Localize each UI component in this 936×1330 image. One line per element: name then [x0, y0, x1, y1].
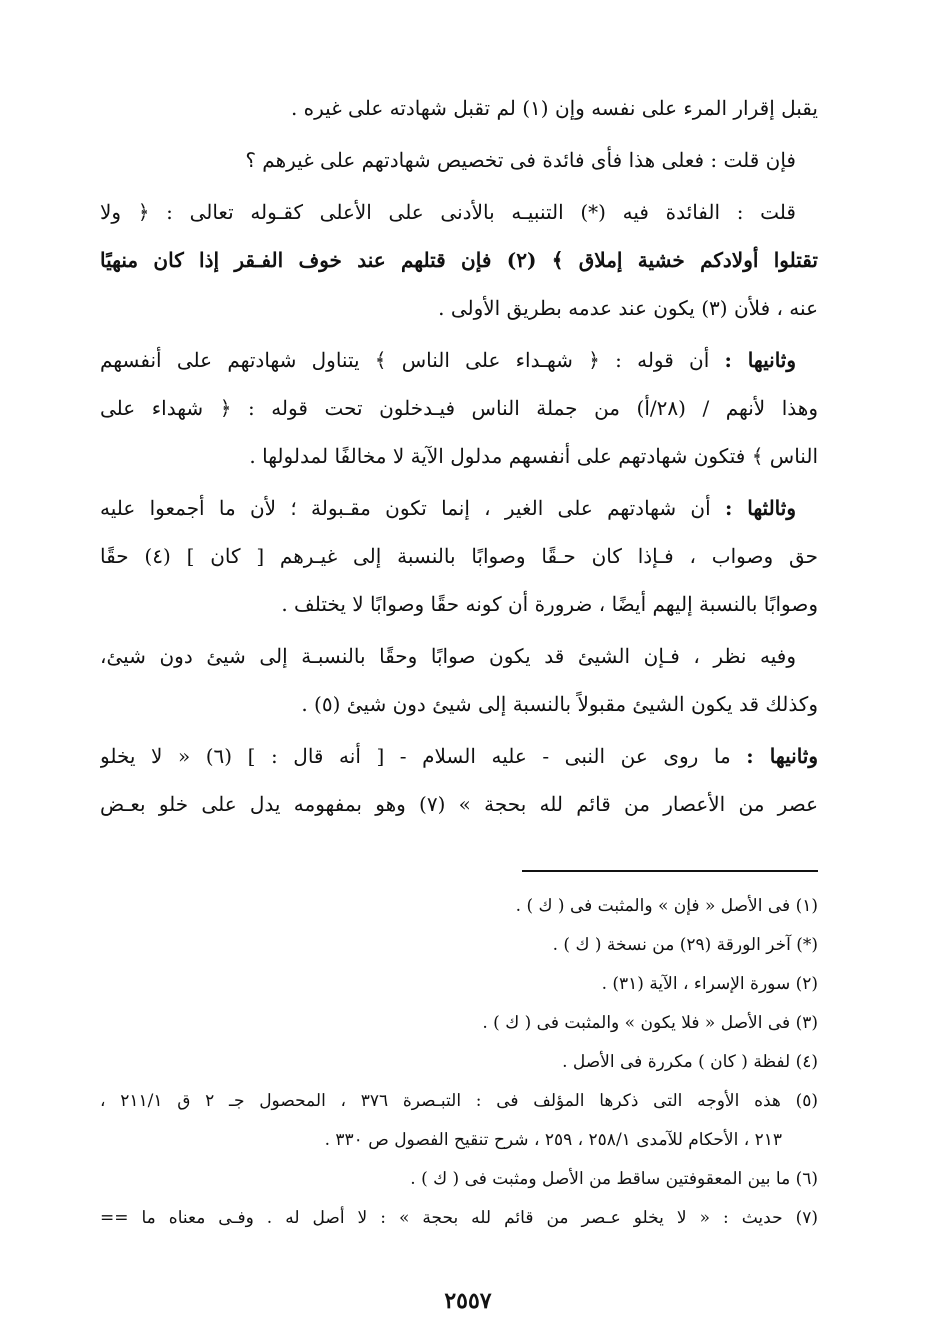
page-number: ٢٥٥٧: [444, 1288, 492, 1314]
section-lead-second: وثانيها :: [724, 348, 797, 372]
text-line-8: [100, 440, 818, 488]
text-line-12-content: وفيه نظر ، فـإن الشيئ قد يكون صوابًا وحقًا بالنسبـة إلى شيئ دون شيئ،: [100, 644, 796, 668]
text-line-5-content: عنه ، فلأن (٣) يكون عند عدمه بطريق الأولى .: [438, 296, 818, 320]
footnote-divider: [522, 870, 818, 872]
text-line-4-content: تقتلوا أولادكم خشية إملاق ﴾ (٢) فإن قتلهم عند خوف الفـقر إذا كان منهيًا: [100, 248, 818, 272]
text-line-13: [100, 688, 818, 736]
text-line-9-content: أن شهادتهم على الغير ، إنما تكون مقـبولة ؛ لأن ما أجمعوا عليه: [100, 496, 711, 520]
footnote-5-continued: ٢١٣ ، الأحكام للآمدى ٢٥٨/١ ، ٢٥٩ ، شرح تنقيح الفصول ص ٣٣٠ .: [324, 1130, 782, 1150]
text-line-14: [100, 740, 818, 788]
text-line-6: [100, 344, 818, 392]
text-line-12: [100, 640, 818, 688]
text-line-2-content: فإن قلت : فعلى هذا فأى فائدة فى تخصيص شهادتهم على غيرهم ؟: [245, 148, 796, 172]
text-line-15: [100, 788, 818, 836]
text-line-15-content: عصر من الأعصار من قائم لله بحجة » (٧) وهو بمفهومه يدل على خلو بعـض: [100, 792, 818, 816]
footnotes: [100, 892, 818, 1243]
text-line-5: [100, 292, 818, 340]
text-line-9: [100, 492, 818, 540]
text-line-13-content: وكذلك قد يكون الشيئ مقبولاً بالنسبة إلى شيئ دون شيئ (٥) .: [301, 692, 818, 716]
footnote-2: (٢) سورة الإسراء ، الآية (٣١) .: [601, 974, 818, 994]
footnote-6: (٦) ما بين المعقوفتين ساقط من الأصل ومثبت فى ( ك ) .: [410, 1169, 818, 1189]
main-text: [100, 92, 818, 836]
text-line-2: [100, 144, 818, 192]
text-line-11: [100, 588, 818, 636]
text-line-1: [100, 92, 818, 140]
text-line-14-content: ما روى عن النبى - عليه السلام - [ أنه قال : ] (٦) « لا يخلو: [100, 744, 731, 768]
text-line-3-content: قلت : الفائدة فيه (*) التنبيـه بالأدنى على الأعلى كقـوله تعالى : ﴿ ولا: [100, 200, 796, 224]
text-line-4: [100, 244, 818, 292]
text-line-3: [100, 196, 818, 244]
text-line-10: [100, 540, 818, 588]
text-line-7-content: وهذا لأنهم / (٢٨/أ) من جملة الناس فيـدخلون تحت قوله : ﴿ شهداء على: [100, 396, 818, 420]
footnote-5: (٥) هذه الأوجه التى ذكرها المؤلف فى : التبـصرة ٣٧٦ ، المحصول جـ ٢ ق ٢١١/١ ،: [100, 1091, 818, 1111]
footnote-1: (١) فى الأصل « فإن » والمثبت فى ( ك ) .: [515, 896, 818, 916]
text-line-8-content: الناس ﴾ فتكون شهادتهم على أنفسهم مدلول الآية لا مخالفًا لمدلولها .: [249, 444, 818, 468]
text-line-7: [100, 392, 818, 440]
text-line-11-content: وصوابًا بالنسبة إليهم أيضًا ، ضرورة أن كونه حقًا وصوابًا لا يختلف .: [281, 592, 818, 616]
section-lead-second-b: وثانيها :: [746, 744, 818, 768]
section-lead-third: وثالثها :: [724, 496, 797, 520]
footnote-3: (٣) فى الأصل « فلا يكون » والمثبت فى ( ك ) .: [482, 1013, 818, 1033]
text-line-1-content: يقبل إقرار المرء على نفسه وإن (١) لم تقبل شهادته على غيره .: [290, 96, 818, 120]
text-line-6-content: أن قوله : ﴿ شهـداء على الناس ﴾ يتناول شهادتهم على أنفسهم: [100, 348, 710, 372]
footnote-7: (٧) حديث : « لا يخلو عـصر من قائم لله بحجة » : لا أصل له . وفـى معناه ما ==: [100, 1208, 818, 1228]
footnote-4: (٤) لفظة ( كان ) مكررة فى الأصل .: [562, 1052, 818, 1072]
footnote-star: (*) آخر الورقة (٢٩) من نسخة ( ك ) .: [552, 935, 818, 955]
text-line-10-content: حق وصواب ، فـإذا كان حـقًا وصوابًا بالنسبة إلى غيـرهم [ كان ] (٤) حقًا: [100, 544, 818, 568]
